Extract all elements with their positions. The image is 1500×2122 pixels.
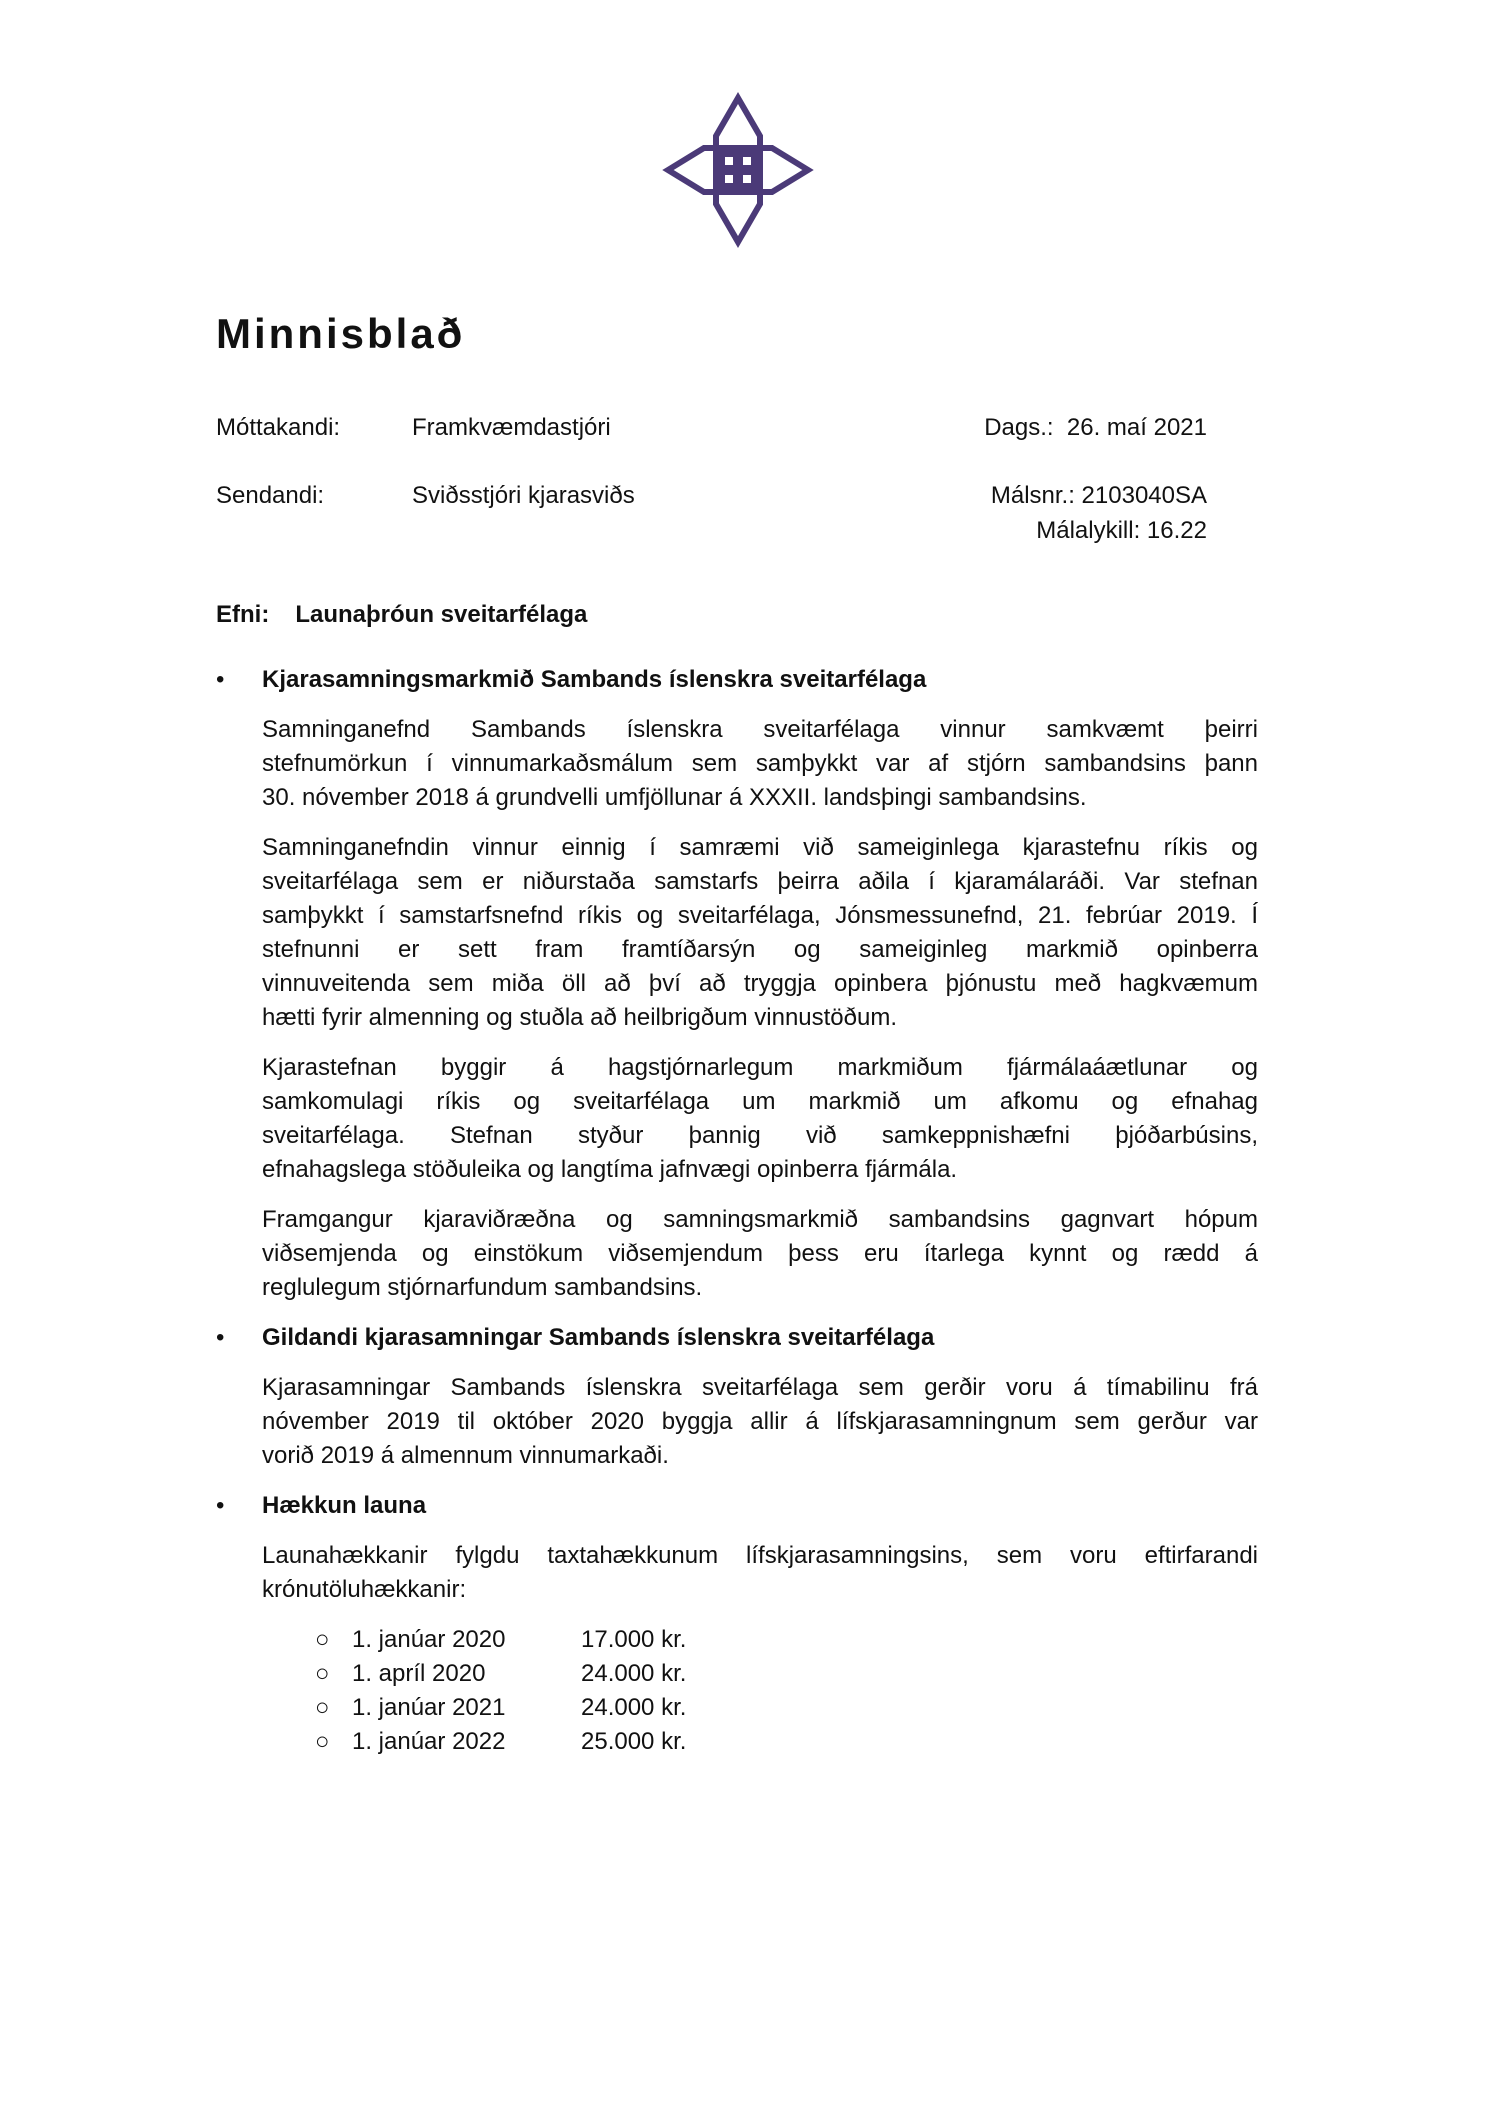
date: Dags.: 26. maí 2021 [984, 414, 1207, 441]
paragraph-line: hætti fyrir almenning og stuðla að heilbrigðum vinnustöðum. [262, 1004, 898, 1031]
bullet-icon: • [216, 1324, 225, 1351]
circle-bullet-icon: ○ [315, 1728, 330, 1755]
increase-date: 1. janúar 2020 [352, 1626, 506, 1653]
recipient-label: Móttakandi: [216, 414, 341, 441]
increase-date: 1. janúar 2022 [352, 1728, 506, 1755]
paragraph-line: samþykkt í samstarfsnefnd ríkis og sveitarfélaga, Jónsmessunefnd, 21. febrúar 2019. Í [262, 902, 1258, 929]
sender-value: Sviðsstjóri kjarasviðs [412, 482, 635, 509]
increase-amount: 17.000 kr. [581, 1626, 687, 1653]
subject-label: Efni: [216, 601, 270, 628]
paragraph [262, 831, 1258, 1035]
case-key: Málalykill: 16.22 [1036, 517, 1207, 544]
paragraph-line: stefnunni er sett fram framtíðarsýn og sameiginleg markmið opinberra [262, 936, 1258, 963]
case-number: Málsnr.: 2103040SA [990, 482, 1207, 509]
paragraph [262, 1371, 1258, 1473]
increase-amount: 24.000 kr. [581, 1660, 687, 1687]
paragraph-line: reglulegum stjórnarfundum sambandsins. [262, 1274, 703, 1301]
recipient-value: Framkvæmdastjóri [412, 414, 611, 441]
paragraph-line: Kjarastefnan byggir á hagstjórnarlegum markmiðum fjármálaáætlunar og [262, 1054, 1258, 1081]
section-heading-text: Kjarasamningsmarkmið Sambands íslenskra sveitarfélaga [262, 666, 927, 693]
paragraph-line: Samninganefnd Sambands íslenskra sveitarfélaga vinnur samkvæmt þeirri [262, 716, 1258, 743]
paragraph-line: Launahækkanir fylgdu taxtahækkunum lífskjarasamningsins, sem voru eftirfarandi [262, 1542, 1258, 1569]
paragraph-line: vorið 2019 á almennum vinnumarkaði. [262, 1442, 669, 1469]
circle-bullet-icon: ○ [315, 1694, 330, 1721]
section-heading-text: Gildandi kjarasamningar Sambands íslenskra sveitarfélaga [262, 1324, 935, 1351]
subject [216, 598, 587, 632]
increase-date: 1. apríl 2020 [352, 1660, 486, 1687]
increase-amount: 24.000 kr. [581, 1694, 687, 1721]
paragraph-line: samkomulagi ríkis og sveitarfélaga um markmið um afkomu og efnahag [262, 1088, 1258, 1115]
wage-increase-list [315, 1623, 1258, 1759]
logo [660, 92, 816, 248]
list-item [315, 1725, 1258, 1759]
knot-logo-icon [660, 92, 816, 248]
document-title: Minnisblað [216, 310, 466, 357]
paragraph-line: sveitarfélaga sem er niðurstaða samstarfs þeirra aðila í kjaramálaráði. Var stefnan [262, 868, 1258, 895]
section-heading-text: Hækkun launa [262, 1492, 427, 1519]
document-body [216, 663, 1258, 1759]
paragraph-line: vinnuveitenda sem miða öll að því að tryggja opinbera þjónustu með hagkvæmum [262, 970, 1258, 997]
paragraph [262, 1203, 1258, 1305]
paragraph-line: Kjarasamningar Sambands íslenskra sveitarfélaga sem gerðir voru á tímabilinu frá [262, 1374, 1258, 1401]
paragraph [262, 1539, 1258, 1607]
bullet-icon: • [216, 1492, 225, 1519]
paragraph-line: nóvember 2019 til október 2020 byggja allir á lífskjarasamningnum sem gerður var [262, 1408, 1258, 1435]
increase-amount: 25.000 kr. [581, 1728, 687, 1755]
section-heading [216, 663, 1258, 697]
section-heading [216, 1321, 1258, 1355]
paragraph-line: 30. nóvember 2018 á grundvelli umfjöllunar á XXXII. landsþingi sambandsins. [262, 784, 1087, 811]
paragraph-line: efnahagslega stöðuleika og langtíma jafnvægi opinberra fjármála. [262, 1156, 958, 1183]
paragraph-line: Samninganefndin vinnur einnig í samræmi við sameiginlega kjarastefnu ríkis og [262, 834, 1258, 861]
paragraph-line: Framgangur kjaraviðræðna og samningsmarkmið sambandsins gagnvart hópum [262, 1206, 1258, 1233]
list-item [315, 1691, 1258, 1725]
paragraph [262, 1051, 1258, 1187]
paragraph [262, 713, 1258, 815]
section-heading [216, 1489, 1258, 1523]
list-item [315, 1657, 1258, 1691]
sender-label: Sendandi: [216, 482, 325, 509]
increase-date: 1. janúar 2021 [352, 1694, 506, 1721]
paragraph-line: sveitarfélaga. Stefnan styður þannig við samkeppnishæfni þjóðarbúsins, [262, 1122, 1258, 1149]
circle-bullet-icon: ○ [315, 1660, 330, 1687]
circle-bullet-icon: ○ [315, 1626, 330, 1653]
paragraph-line: krónutöluhækkanir: [262, 1576, 467, 1603]
subject-value: Launaþróun sveitarfélaga [295, 601, 588, 628]
bullet-icon: • [216, 666, 225, 693]
paragraph-line: viðsemjenda og einstökum viðsemjendum þess eru ítarlega kynnt og rædd á [262, 1240, 1258, 1267]
paragraph-line: stefnumörkun í vinnumarkaðsmálum sem samþykkt var af stjórn sambandsins þann [262, 750, 1258, 777]
list-item [315, 1623, 1258, 1657]
